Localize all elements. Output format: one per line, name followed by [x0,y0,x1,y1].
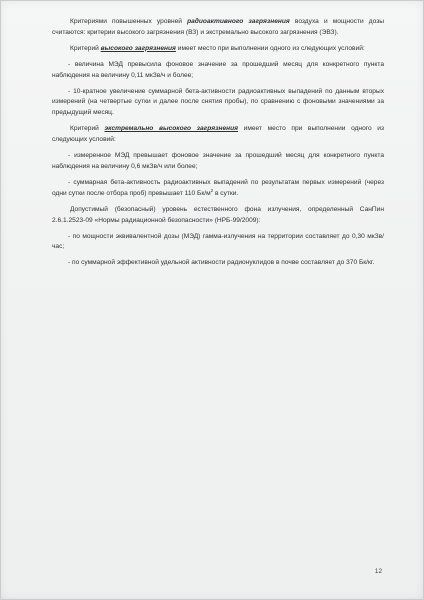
emphasized-term: экстремально высокого загрязнения [104,125,239,133]
text-run: Критерий [70,44,101,52]
page-number: 12 [374,568,382,576]
text-run: Критерий [70,125,105,133]
text-run: - суммарная бета-активность радиоактивных выпадений по результатам первых измерений (через одни сутки после отбора проб) превышает 110 Бк/м [52,178,384,197]
text-run: воздуха и мощности дозы считаются: критерии высокого загрязнения (ВЗ) и экстремально высокого загрязнения (ЭВЗ). [52,18,384,36]
text-run: - измеренное МЭД превышает фоновое значение за прошедший месяц для конкретного пункта наблюдения на величину 0,6 мкЗв/ч или более; [52,152,384,170]
emphasized-term: радиоактивного загрязнения [187,18,290,25]
text-run: имеет место при выполнении одного из следующих условий: [175,44,365,52]
text-run: - по мощности эквивалентной дозы (МЭД) гамма-излучения на территории составляет до 0,30 мкЗв/час; [52,232,384,251]
text-run: - величина МЭД превысила фоновое значение за прошедший месяц для конкретного пункта наблюдения на величину 0,11 мкЗв/ч и более; [52,60,384,79]
paragraph [52,17,384,39]
text-run: - по суммарной эффективной удельной активности радионуклидов в почве составляет до 370 Бк/кг. [68,259,375,267]
emphasized-term: высокого загрязнения [100,44,176,52]
paragraph [52,258,384,269]
superscript: 2 [210,187,214,193]
paragraph [52,232,384,254]
paragraph [52,87,384,120]
text-run: Допустимый (безопасный) уровень естественного фона излучения, определенный СанПин 2.6.1.2523-09 «Нормы радиационной безопасности» (НРБ-99/2009): [52,205,384,224]
text-run: Критериями повышенных уровней [70,18,188,25]
paragraph [52,205,384,227]
paragraph [52,60,384,82]
paragraph [52,178,384,200]
text-run: - 10-кратное увеличение суммарной бета-активности радиоактивных выпадений по данным вторых измерений (на четвертые сутки и далее после снятия пробы), по сравнению с фоновыми значениями за предыдущий месяц. [52,87,384,117]
text-run: в сутки. [213,189,239,197]
document-body [52,17,384,274]
paragraph [52,124,384,146]
text-run: имеет место при выполнении одного из следующих условий: [52,125,385,144]
paragraph [52,44,384,55]
paragraph [52,151,384,173]
